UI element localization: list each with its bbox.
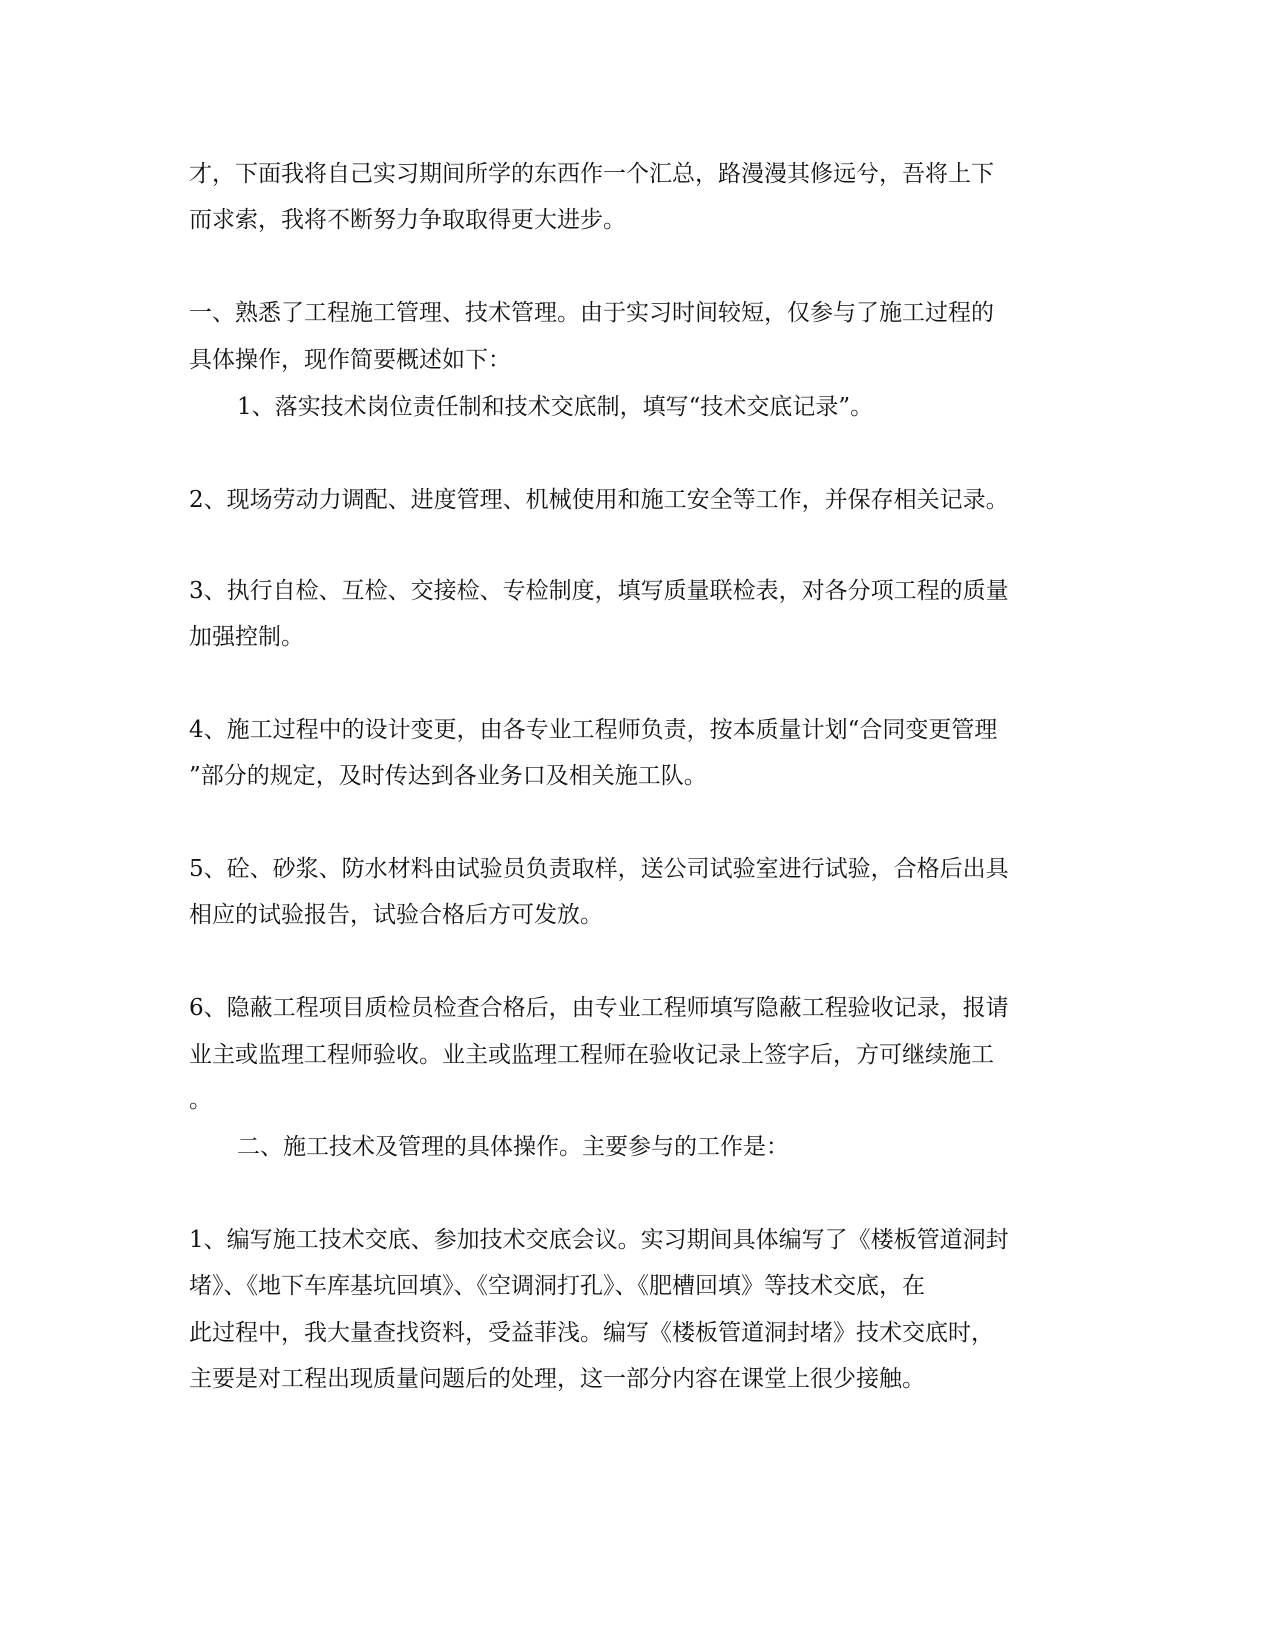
text-line: ”部分的规定，及时传达到各业务口及相关施工队。 [189, 763, 707, 789]
text-line: 2、现场劳动力调配、进度管理、机械使用和施工安全等工作，并保存相关记录。 [189, 487, 1009, 513]
text-line: 才，下面我将自己实习期间所学的东西作一个汇总，路漫漫其修远兮，吾将上下 [189, 161, 994, 187]
text-line: 5、砼、砂浆、防水材料由试验员负责取样，送公司试验室进行试验，合格后出具 [189, 856, 1009, 882]
text-line: 此过程中，我大量查找资料，受益菲浅。编写《楼板管道洞封堵》技术交底时， [189, 1320, 994, 1346]
text-line: 3、执行自检、互检、交接检、专检制度，填写质量联检表，对各分项工程的质量 [189, 578, 1009, 604]
text-line: 4、施工过程中的设计变更，由各专业工程师负责，按本质量计划“合同变更管理 [189, 717, 998, 743]
text-line: 。 [189, 1087, 212, 1113]
text-line: 具体操作，现作简要概述如下： [189, 347, 511, 373]
text-line: 6、隐蔽工程项目质检员检查合格后，由专业工程师填写隐蔽工程验收记录，报请 [189, 995, 1009, 1021]
text-line: 二、施工技术及管理的具体操作。主要参与的工作是： [237, 1134, 789, 1160]
text-line: 一、熟悉了工程施工管理、技术管理。由于实习时间较短，仅参与了施工过程的 [189, 300, 994, 326]
text-line: 而求索，我将不断努力争取取得更大进步。 [189, 207, 626, 233]
text-line: 加强控制。 [189, 624, 304, 650]
text-line: 1、编写施工技术交底、参加技术交底会议。实习期间具体编写了《楼板管道洞封 [189, 1227, 1009, 1253]
text-line: 1、落实技术岗位责任制和技术交底制，填写“技术交底记录”。 [237, 394, 874, 420]
text-line: 相应的试验报告，试验合格后方可发放。 [189, 902, 603, 928]
text-line: 主要是对工程出现质量问题后的处理，这一部分内容在课堂上很少接触。 [189, 1366, 925, 1392]
text-line: 业主或监理工程师验收。业主或监理工程师在验收记录上签字后，方可继续施工 [189, 1042, 994, 1068]
text-line: 堵》、《地下车库基坑回填》、《空调洞打孔》、《肥槽回填》等技术交底，在 [189, 1273, 925, 1299]
